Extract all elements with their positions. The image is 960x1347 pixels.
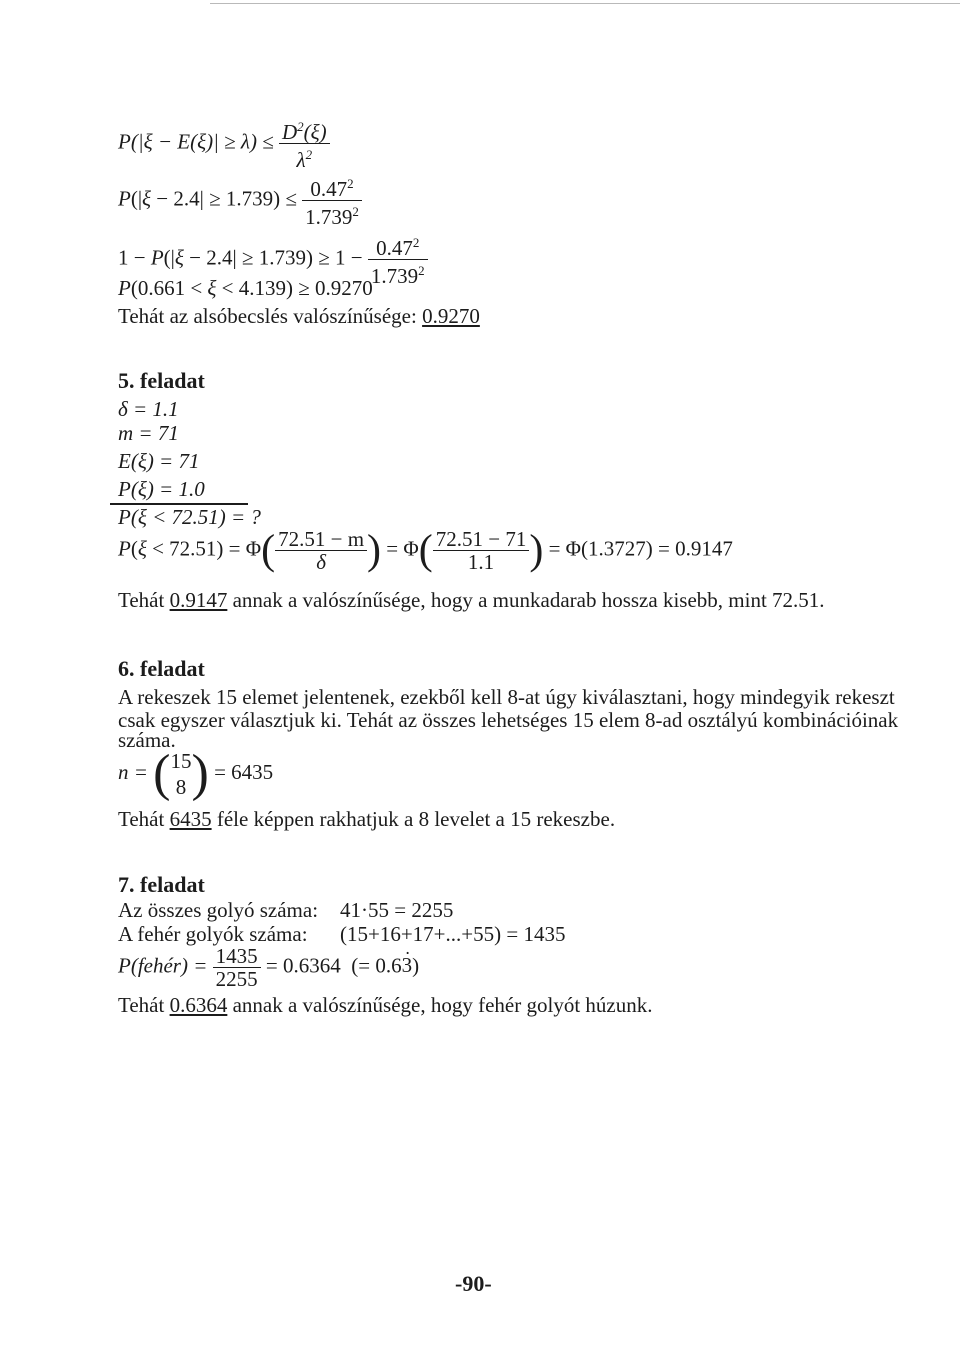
chebyshev-applied: P(|ξ − 2.4| ≥ 1.739) ≤ $\frac{0.47^2}{1.739^2}$	[118, 173, 362, 228]
section7-result: 0.6364	[169, 993, 228, 1017]
section6-conclusion: Tehát 6435 féle képpen rakhatjuk a 8 levelet a 15 rekeszbe.	[118, 807, 616, 831]
total-balls-label: Az összes golyó száma:	[118, 898, 319, 922]
white-ball-probability: P(fehér) = $\frac{1435}{2255}$ = 0.6364 (= 0.63 ·)	[118, 945, 419, 990]
section4-result: 0.9270	[422, 304, 480, 328]
white-balls-label: A fehér golyók száma:	[118, 922, 308, 946]
binomial-coefficient: n = ( 15 8 ) = 6435	[118, 745, 274, 802]
page-number: -90-	[455, 1271, 492, 1296]
section5-conclusion: Tehát 0.9147 annak a valószínűsége, hogy a munkadarab hossza kisebb, mint 72.51.	[118, 588, 825, 612]
chebyshev-inequality: P(|ξ − E(ξ)| ≥ λ) ≤ $\frac{D^2(\xi)}{\lambda^2}$	[118, 116, 330, 171]
section6-text-line-3: száma.	[118, 728, 176, 752]
white-balls-value: (15+16+17+...+55) = 1435	[340, 922, 566, 946]
section5-question: P(ξ < 72.51) = ?	[118, 505, 261, 529]
total-balls-value: 41·55 = 2255	[340, 898, 454, 922]
given-delta: δ = 1.1	[118, 397, 179, 421]
section5-result: 0.9147	[169, 588, 228, 612]
section6-heading: 6. feladat	[118, 656, 205, 681]
complement-bound: 1 − P(|ξ − 2.4| ≥ 1.739) ≥ 1 − $\frac{0.47^2}{1.739^2}$	[118, 232, 428, 287]
interval-probability: P(0.661 < ξ < 4.139) ≥ 0.9270	[118, 276, 373, 300]
given-expectation: E(ξ) = 71	[118, 449, 200, 473]
given-m: m = 71	[118, 421, 179, 445]
section6-text-line-1: A rekeszek 15 elemet jelentenek, ezekből kell 8-at úgy kiválasztani, hogy mindegyik rekeszt	[118, 685, 895, 709]
given-probability: P(ξ) = 1.0	[118, 477, 205, 501]
section6-result: 6435	[169, 807, 212, 831]
section6-text-line-2: csak egyszer választjuk ki. Tehát az összes lehetséges 15 elem 8-ad osztályú kombinációinak	[118, 708, 899, 732]
section7-conclusion: Tehát 0.6364 annak a valószínűsége, hogy fehér golyót húzunk.	[118, 993, 653, 1017]
top-scan-line	[210, 3, 960, 4]
section7-heading: 7. feladat	[118, 872, 205, 897]
normal-standardization: P(ξ < 72.51) = Φ( $\frac{72.51 - m}{\delta}$ ) = Φ( $\frac{72.51 - 71}{1.1}$ ) = Φ(1.3727) = 0.9147	[118, 527, 733, 574]
section5-heading: 5. feladat	[118, 368, 205, 393]
section4-conclusion: Tehát az alsóbecslés valószínűsége: 0.9270	[118, 304, 480, 328]
